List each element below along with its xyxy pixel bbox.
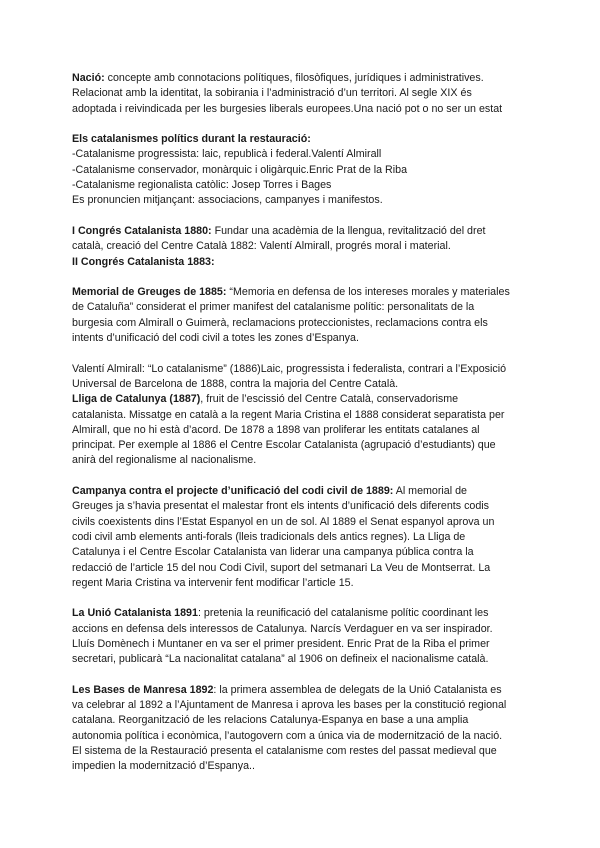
paragraph-unio bbox=[72, 606, 532, 667]
text-line: -Catalanisme conservador, monàrquic i oligàrquic.Enric Prat de la Riba bbox=[72, 163, 408, 176]
text-line: La Unió Catalanista 1891: pretenia la reunificació del catalanisme polític coordinant les bbox=[72, 607, 489, 620]
text-line: I Congrés Catalanista 1880: Fundar una acadèmia de la llengua, revitalització del dret bbox=[72, 224, 486, 237]
text-line: Lliga de Catalunya (1887), fruit de l’escissió del Centre Català, conservadorisme bbox=[72, 393, 459, 406]
text-line: redacció de l’article 15 del nou Codi Civil, suport del setmanari La Veu de Montserrat. La bbox=[72, 561, 491, 574]
term-lliga: Lliga de Catalunya (1887) bbox=[72, 393, 201, 406]
term-congres-1883: II Congrés Catalanista 1883: bbox=[72, 255, 215, 268]
text-line: -Catalanisme progressista: laic, republicà i federal.Valentí Almirall bbox=[72, 148, 382, 161]
paragraph-almirall-lliga bbox=[72, 362, 532, 469]
paragraph-nacio bbox=[72, 71, 532, 117]
paragraph-catalanismes bbox=[72, 132, 532, 208]
paragraph-bases bbox=[72, 683, 532, 775]
text-line: impedien la modernització d’Espanya.. bbox=[72, 760, 255, 773]
term-bases: Les Bases de Manresa 1892 bbox=[72, 683, 214, 696]
text-line: Catalunya i el Centre Escolar Catalanista van liderar una campanya pública contra la bbox=[72, 546, 474, 559]
text-line: -Catalanisme regionalista catòlic: Josep Torres i Bages bbox=[72, 179, 332, 192]
term-memorial: Memorial de Greuges de 1885: bbox=[72, 286, 227, 299]
text-line: de Cataluña” considerat el primer manifest del catalanisme polític: personalitats de la bbox=[72, 301, 475, 314]
term-nacio: Nació: bbox=[72, 72, 105, 84]
text-line: catalana. Reorganització de les relacions Catalunya-Espanya en base a una amplia bbox=[72, 714, 469, 727]
paragraph-campanya bbox=[72, 484, 532, 591]
text-line: anirà del regionalisme al nacionalisme. bbox=[72, 454, 257, 467]
text-line: Valentí Almirall: “Lo catalanisme” (1886)Laic, progressista i federalista, contrari a l’Exposició bbox=[72, 362, 507, 375]
text-line: catalanista. Missatge en català a la regent Maria Cristina el 1888 considerat separatista per bbox=[72, 408, 505, 421]
text-line: burgesia com Almirall o Guimerà, reclamacions proteccionistes, reclamacions contra els bbox=[72, 316, 488, 329]
text-line: va celebrar al 1892 a l’Ajuntament de Manresa i aprova les bases per la constitució regional bbox=[72, 699, 507, 712]
text-line: Almirall, que no hi està d’acord. De 1878 a 1898 van proliferar les entitats catalanes al bbox=[72, 423, 480, 436]
text-line: Lluís Domènech i Muntaner en va ser el primer president. Enric Prat de la Riba el primer bbox=[72, 637, 490, 650]
text-line: Memorial de Greuges de 1885: “Memoria en defensa de los intereses morales y materiales bbox=[72, 286, 510, 299]
text-line: regent Maria Cristina va intervenir fent modificar l’article 15. bbox=[72, 576, 354, 589]
section-heading: Els catalanismes polítics durant la restauració: bbox=[72, 133, 311, 146]
text-line: Es pronuncien mitjançant: associacions, campanyes i manifestos. bbox=[72, 194, 383, 207]
text-line: Campanya contra el projecte d’unificació del codi civil de 1889: Al memorial de bbox=[72, 485, 467, 498]
text-line: autonomia política i econòmica, l’autogovern com a única via de modernització de la nació. bbox=[72, 729, 503, 742]
text-line: Les Bases de Manresa 1892: la primera assemblea de delegats de la Unió Catalanista es bbox=[72, 683, 502, 696]
text-line: Relacionat amb la identitat, la sobirania i l’administració d’un territori. Al segle XIX és bbox=[72, 87, 472, 100]
text-line: Nació: concepte amb connotacions polítiques, filosòfiques, jurídiques i administratives. bbox=[72, 72, 484, 84]
text-line: secretari, publicarà “La nacionalitat catalana” al 1906 on defineix el nacionalisme català. bbox=[72, 653, 489, 666]
text-line: adoptada i reivindicada per les burgesies liberals europees.Una nació pot o no ser un estat bbox=[72, 102, 503, 115]
text-line: El sistema de la Restauració presenta el catalanisme com restes del passat medieval que bbox=[72, 745, 497, 758]
document-page bbox=[72, 71, 532, 775]
term-campanya: Campanya contra el projecte d’unificació del codi civil de 1889: bbox=[72, 485, 394, 498]
text-line: català, creació del Centre Català 1882: Valentí Almirall, progrés moral i material. bbox=[72, 240, 451, 253]
term-congres-1880: I Congrés Catalanista 1880: bbox=[72, 224, 212, 237]
text-line: Greuges ja s’havia presentat el malestar front els intents d’unificació dels diferents codis bbox=[72, 500, 490, 513]
text-line: codi civil amb elements anti-forals (lleis tradicionals dels antics regnes). La Lliga de bbox=[72, 530, 466, 543]
paragraph-memorial bbox=[72, 285, 532, 346]
text-line: intents d’unificació del codi civil a totes les zones d’Espanya. bbox=[72, 332, 359, 345]
text-line: accions en defensa dels interessos de Catalunya. Narcís Verdaguer en va ser inspirador. bbox=[72, 622, 493, 635]
paragraph-congressos bbox=[72, 224, 532, 270]
text-line: Universal de Barcelona de 1888, contra la majoria del Centre Català. bbox=[72, 377, 399, 390]
term-unio: La Unió Catalanista 1891 bbox=[72, 607, 198, 620]
text-line: civils coexistents dins l’Estat Espanyol en un de sol. Al 1889 el Senat espanyol aprova un bbox=[72, 515, 495, 528]
text-line: principat. Per exemple al 1886 el Centre Escolar Catalanista (agrupació d’estudiants) que bbox=[72, 439, 496, 452]
